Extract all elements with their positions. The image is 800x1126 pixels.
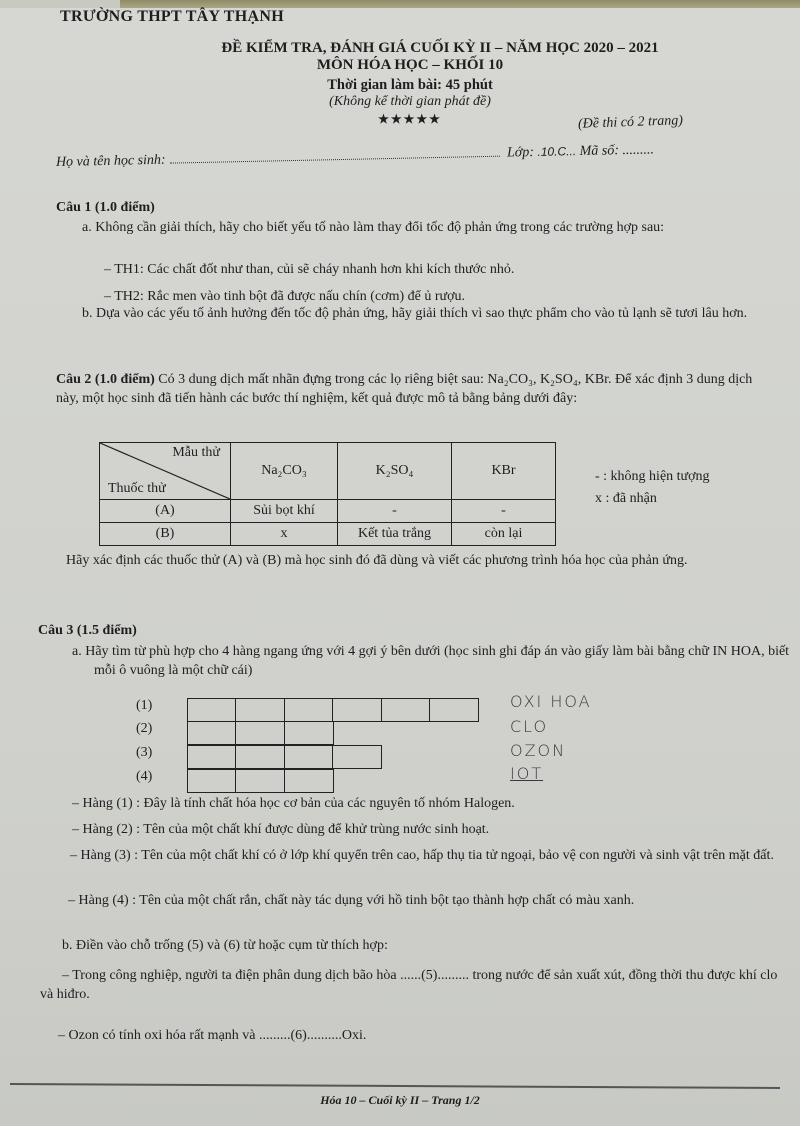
table-legend: [595, 466, 710, 510]
handwritten-answer-3: OZON: [510, 741, 567, 760]
q3-hint-1: – Hàng (1) : Đây là tính chất hóa học cơ bản của các nguyên tố nhóm Halogen.: [72, 796, 515, 811]
q2-intro-text: Có 3 dung dịch mất nhãn đựng trong các lọ riêng biệt sau: Na₂CO₃, K₂SO₄, KBr. Để xác định 3 dung dịch này, một học sinh đã tiến hành các bước thí nghiệm, kết quả được mô tả bằng bảng dưới đây:: [56, 372, 753, 406]
letter-box[interactable]: [332, 698, 382, 722]
letter-box[interactable]: [381, 698, 431, 722]
letter-box[interactable]: [235, 721, 285, 745]
letter-box[interactable]: [187, 721, 237, 745]
letter-box[interactable]: [332, 745, 382, 769]
q3-hint-4: – Hàng (4) : Tên của một chất rắn, chất này tác dụng với hồ tinh bột tạo thành hợp chất có màu xanh.: [68, 893, 635, 908]
grid-row-4: [136, 769, 334, 793]
handwritten-answer-2: CLO: [510, 717, 549, 736]
class-field[interactable]: .10.C...: [537, 144, 577, 159]
corner-label-reagent: Thuốc thử: [108, 481, 166, 496]
q1-case-2: – TH2: Rắc men vào tinh bột đã được nấu chín (cơm) để ủ rượu.: [104, 289, 465, 304]
page-count-note: (Đề thi có 2 trang): [577, 113, 684, 132]
q3-part-b: b. Điền vào chỗ trống (5) và (6) từ hoặc cụm từ thích hợp:: [62, 938, 388, 953]
class-label: Lớp:: [506, 144, 535, 161]
letter-box[interactable]: [187, 698, 237, 722]
letter-box[interactable]: [284, 745, 334, 769]
page-footer: Hóa 10 – Cuối kỳ II – Trang 1/2: [320, 1093, 480, 1107]
duration: Thời gian làm bài: 45 phút: [327, 77, 493, 93]
table-row: [100, 500, 556, 523]
table-cell: Kết tủa trắng: [338, 523, 452, 546]
row-label: (4): [136, 769, 153, 784]
exam-page: [0, 8, 800, 1126]
subject-title: MÔN HÓA HỌC – KHỐI 10: [316, 57, 504, 73]
handwritten-answer-1: OXI HOA: [510, 692, 592, 711]
row-label: (2): [136, 721, 153, 736]
duration-note: (Không kể thời gian phát đề): [329, 94, 491, 109]
corner-label-sample: Mẫu thử: [172, 445, 220, 460]
letter-box[interactable]: [284, 769, 334, 793]
name-label: Họ và tên học sinh:: [55, 152, 166, 170]
name-field[interactable]: [170, 156, 500, 164]
letter-box[interactable]: [429, 698, 479, 722]
grid-row-3: [136, 745, 382, 769]
grid-row-2: [136, 721, 334, 745]
stars-decoration: ★★★★★: [378, 112, 442, 126]
legend-item: x : đã nhận: [595, 491, 657, 506]
row-label: (1): [136, 698, 153, 713]
q3-hint-2: – Hàng (2) : Tên của một chất khí được dùng để khử trùng nước sinh hoạt.: [72, 822, 490, 837]
letter-box[interactable]: [235, 698, 285, 722]
q2-intro: [56, 370, 766, 408]
q3-hint-3: – Hàng (3) : Tên của một chất khí có ở lớp khí quyển trên cao, hấp thụ tia tử ngoại, bảo vệ con người và sinh vật trên mặt đất.: [70, 848, 774, 863]
q3-fill-5: – Trong công nghiệp, người ta điện phân dung dịch bão hòa ......(5)......... trong nước để sản xuất xút, đồng thời thu được khí clo và hiđro.: [40, 968, 778, 1002]
table-cell: -: [452, 500, 556, 523]
letter-box[interactable]: [235, 745, 285, 769]
experiment-table: [99, 442, 556, 546]
q1-part-b: b. Dựa vào các yếu tố ảnh hưởng đến tốc độ phản ứng, hãy giải thích vì sao thực phẩm cho vào tủ lạnh sẽ tươi lâu hơn.: [82, 306, 748, 321]
letter-box[interactable]: [187, 769, 237, 793]
row-reagent: (B): [100, 523, 231, 546]
letter-box[interactable]: [284, 698, 334, 722]
table-row: [100, 523, 556, 546]
table-cell: x: [231, 523, 338, 546]
q1-part-a: a. Không cần giải thích, hãy cho biết yếu tố nào làm thay đổi tốc độ phản ứng trong các trường hợp sau:: [82, 220, 665, 235]
row-label: (3): [136, 745, 153, 760]
letter-box[interactable]: [284, 721, 334, 745]
q3-part-a: a. Hãy tìm từ phù hợp cho 4 hàng ngang ứng với 4 gợi ý bên dưới (học sinh ghi đáp án vào giấy làm bài bằng chữ IN HOA, biết mỗi ô vuông là một chữ cái): [72, 644, 790, 678]
letter-box[interactable]: [187, 745, 237, 769]
id-field[interactable]: Mã số: .........: [579, 142, 655, 160]
table-header-row: [100, 443, 556, 500]
table-cell: -: [338, 500, 452, 523]
footer-divider: [10, 1083, 780, 1089]
q1-case-1: – TH1: Các chất đốt như than, củi sẽ cháy nhanh hơn khi kích thước nhỏ.: [104, 262, 515, 277]
student-info-line: [56, 141, 746, 171]
grid-row-1: [136, 698, 479, 722]
letter-box[interactable]: [235, 769, 285, 793]
q3-fill-6: – Ozon có tính oxi hóa rất mạnh và .........(6)..........Oxi.: [58, 1028, 367, 1043]
row-reagent: (A): [100, 500, 231, 523]
q2-heading: Câu 2 (1.0 điểm): [56, 372, 155, 387]
legend-item: - : không hiện tượng: [595, 469, 710, 484]
table-corner-cell: [100, 443, 231, 500]
exam-title: ĐỀ KIỂM TRA, ĐÁNH GIÁ CUỐI KỲ II – NĂM HỌC 2020 – 2021: [221, 40, 659, 56]
q3-heading: Câu 3 (1.5 điểm): [38, 623, 137, 638]
q1-heading: Câu 1 (1.0 điểm): [56, 200, 155, 215]
column-header: K₂SO₄: [338, 443, 452, 500]
school-name: TRƯỜNG THPT TÂY THẠNH: [60, 8, 284, 25]
q2-question: Hãy xác định các thuốc thử (A) và (B) mà học sinh đó đã dùng và viết các phương trình hóa học của phản ứng.: [66, 553, 688, 568]
table-cell: Sủi bọt khí: [231, 500, 338, 523]
column-header: KBr: [452, 443, 556, 500]
column-header: Na₂CO₃: [231, 443, 338, 500]
table-cell: còn lại: [452, 523, 556, 546]
handwritten-answer-4: IOT: [510, 764, 544, 783]
